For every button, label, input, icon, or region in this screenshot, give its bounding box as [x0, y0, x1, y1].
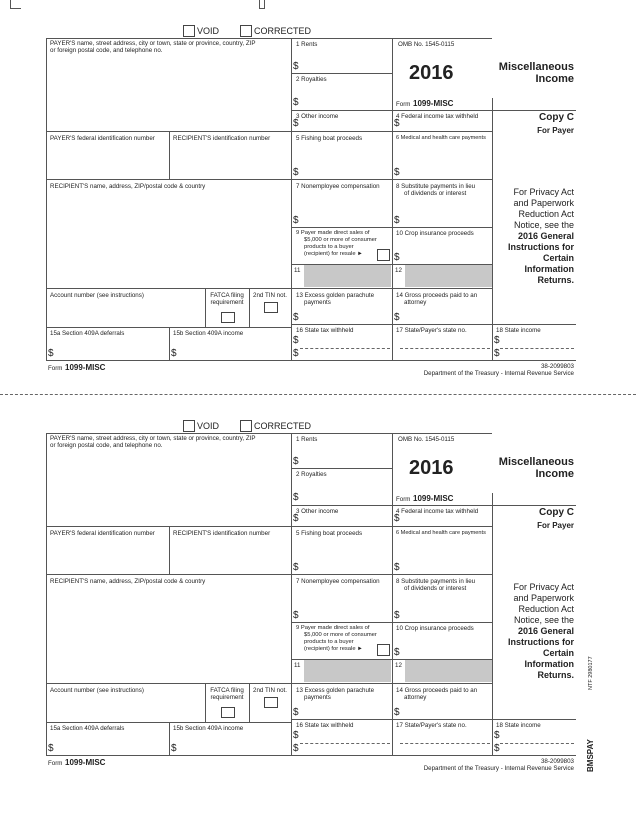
box5-label: 5 Fishing boat proceeds — [296, 135, 363, 142]
line-row1-bottom — [291, 110, 576, 111]
dollar-16a: $ — [293, 335, 299, 346]
box9-checkbox[interactable] — [377, 249, 390, 261]
line-row3-bottom — [291, 179, 492, 180]
title-2: Income — [535, 73, 574, 85]
line-row2-bottom — [291, 526, 492, 527]
privacy-5: 2016 General — [517, 231, 574, 241]
void-label: VOID — [197, 26, 220, 36]
privacy-6: Instructions for — [507, 637, 574, 647]
privacy-9: Returns. — [537, 670, 574, 680]
dollar-18b: $ — [494, 743, 500, 754]
footer-dept: Department of the Treasury - Internal Revenue Service — [423, 370, 574, 377]
corrected-label: CORRECTED — [254, 421, 312, 431]
privacy-4: Notice, see the — [513, 220, 574, 230]
payer-label-2: or foreign postal code, and telephone no. — [50, 47, 163, 54]
dash-18 — [500, 743, 574, 744]
copy-label: Copy C — [539, 507, 574, 518]
privacy-8: Information — [524, 659, 574, 669]
line-row4-bottom — [291, 227, 492, 228]
privacy-3: Reduction Act — [518, 604, 574, 614]
privacy-5: 2016 General — [517, 626, 574, 636]
frame-left — [46, 433, 47, 755]
box9-label-3: products to a buyer — [304, 639, 354, 645]
box13-label-2: payments — [304, 299, 331, 306]
tin-label: 2nd TIN not. — [253, 687, 287, 694]
dollar-15a: $ — [48, 348, 54, 359]
tax-year: 2016 — [409, 62, 454, 84]
box14-label-2: attorney — [404, 694, 427, 701]
box9-label-2: $5,000 or more of consumer — [304, 632, 377, 638]
fatca-checkbox[interactable] — [221, 312, 235, 323]
dollar-2: $ — [293, 492, 299, 503]
box5-label: 5 Fishing boat proceeds — [296, 530, 363, 537]
dollar-7: $ — [293, 215, 299, 226]
side-bmspay-code: BMSPAY — [586, 739, 595, 772]
account-label: Account number (see instructions) — [50, 687, 144, 694]
dash-16 — [300, 743, 390, 744]
line-recipient-bottom — [46, 288, 291, 289]
box6-label: 6 Medical and health care payments — [396, 135, 486, 141]
corrected-label: CORRECTED — [254, 26, 312, 36]
form-name-small: Form — [396, 496, 411, 503]
dollar-13: $ — [293, 707, 299, 718]
box9-label-1: 9 Payer made direct sales of — [296, 230, 370, 236]
recipient-name-label: RECIPIENT'S name, address, ZIP/postal code & country — [50, 578, 206, 585]
line-row1-bottom — [291, 505, 576, 506]
dollar-3: $ — [293, 118, 299, 129]
dollar-10: $ — [394, 647, 400, 658]
box18-label: 18 State income — [496, 327, 541, 334]
dollar-3: $ — [293, 513, 299, 524]
box17-label: 17 State/Payer's state no. — [396, 722, 467, 729]
line-row6-bottom — [291, 288, 492, 289]
box11-label: 11 — [294, 267, 301, 274]
corrected-checkbox[interactable] — [240, 25, 252, 37]
shade-box11 — [304, 660, 391, 682]
privacy-7: Certain — [542, 648, 574, 658]
tin-checkbox[interactable] — [264, 697, 278, 708]
dollar-7: $ — [293, 610, 299, 621]
side-ntf-code: NTF 2980177 — [588, 656, 594, 690]
frame-bottom — [46, 360, 576, 361]
line-15-split — [169, 327, 170, 360]
box8-label-2: of dividends or interest — [404, 190, 467, 197]
shade-box11 — [304, 265, 391, 287]
box16-label: 16 State tax withheld — [296, 722, 354, 729]
dollar-18b: $ — [494, 348, 500, 359]
privacy-8: Information — [524, 264, 574, 274]
dash-16 — [300, 348, 390, 349]
box8-label-1: 8 Substitute payments in lieu — [396, 183, 476, 190]
fatca-checkbox[interactable] — [221, 707, 235, 718]
col-divider-3 — [492, 493, 493, 755]
copy-for: For Payer — [537, 126, 574, 135]
copy-label: Copy C — [539, 112, 574, 123]
title-1: Miscellaneous — [498, 61, 574, 73]
account-label: Account number (see instructions) — [50, 292, 144, 299]
form-name-small: Form — [396, 101, 411, 108]
dash-17 — [400, 743, 490, 744]
dollar-18a: $ — [494, 730, 500, 741]
col-divider-2 — [392, 38, 393, 360]
frame-top — [46, 433, 492, 434]
shade-box12 — [405, 265, 492, 287]
recipient-id-label: RECIPIENT'S identification number — [173, 530, 271, 537]
line-fid-split — [169, 526, 170, 574]
fatca-label-1: FATCA filing — [210, 292, 244, 299]
frame-bottom — [46, 755, 576, 756]
payer-label-1: PAYER'S name, street address, city or town, state or province, country, ZIP — [50, 435, 256, 442]
footer-form-small: Form — [48, 365, 63, 372]
title-1: Miscellaneous — [498, 456, 574, 468]
box11-label: 11 — [294, 662, 301, 669]
dollar-15b: $ — [171, 348, 177, 359]
form-name: 1099-MISC — [413, 99, 454, 108]
box12-label: 12 — [395, 267, 402, 274]
dollar-16b: $ — [293, 743, 299, 754]
footer-form-small: Form — [48, 760, 63, 767]
form-copy-bottom — [0, 415, 636, 813]
box9-label-3: products to a buyer — [304, 244, 354, 250]
box17-label: 17 State/Payer's state no. — [396, 327, 467, 334]
payer-fid-label: PAYER'S federal identification number — [50, 135, 155, 142]
box3-label: 3 Other income — [296, 113, 339, 120]
frame-left — [46, 38, 47, 360]
dollar-6: $ — [394, 562, 400, 573]
box15b-label: 15b Section 409A income — [173, 330, 244, 337]
box13-label-1: 13 Excess golden parachute — [296, 292, 375, 299]
box2-label: 2 Royalties — [296, 471, 327, 478]
form-copy-top — [0, 20, 636, 418]
box14-label-1: 14 Gross proceeds paid to an — [396, 292, 478, 299]
box9-label-2: $5,000 or more of consumer — [304, 237, 377, 243]
box13-label-1: 13 Excess golden parachute — [296, 687, 375, 694]
void-checkbox[interactable] — [183, 25, 195, 37]
dollar-2: $ — [293, 97, 299, 108]
corner-mark-right — [259, 0, 265, 9]
void-label: VOID — [197, 421, 220, 431]
privacy-6: Instructions for — [507, 242, 574, 252]
box7-label: 7 Nonemployee compensation — [296, 183, 380, 190]
privacy-9: Returns. — [537, 275, 574, 285]
omb-label: OMB No. 1545-0115 — [398, 436, 455, 443]
box4-label: 4 Federal income tax withheld — [396, 508, 479, 515]
box15a-label: 15a Section 409A deferrals — [50, 330, 125, 337]
col-divider-2 — [392, 433, 393, 755]
box16-label: 16 State tax withheld — [296, 327, 354, 334]
footer-dept: Department of the Treasury - Internal Revenue Service — [423, 765, 574, 772]
line-row2-bottom — [291, 131, 492, 132]
col-divider-1 — [291, 433, 292, 755]
corrected-checkbox[interactable] — [240, 420, 252, 432]
privacy-1: For Privacy Act — [513, 582, 574, 592]
box8-label-1: 8 Substitute payments in lieu — [396, 578, 476, 585]
box13-label-2: payments — [304, 694, 331, 701]
box15b-label: 15b Section 409A income — [173, 725, 244, 732]
payer-fid-label: PAYER'S federal identification number — [50, 530, 155, 537]
frame-top — [46, 38, 492, 39]
footer-form-name: 1099-MISC — [65, 758, 106, 767]
box9-checkbox[interactable] — [377, 644, 390, 656]
box9-label-1: 9 Payer made direct sales of — [296, 625, 370, 631]
dollar-15b: $ — [171, 743, 177, 754]
fatca-label-2: requirement — [210, 299, 244, 306]
box7-label: 7 Nonemployee compensation — [296, 578, 380, 585]
line-fid-split — [169, 131, 170, 179]
title-2: Income — [535, 468, 574, 480]
dash-17 — [400, 348, 490, 349]
dollar-1: $ — [293, 61, 299, 72]
box10-label: 10 Crop insurance proceeds — [396, 625, 474, 632]
dollar-14: $ — [394, 312, 400, 323]
copy-for: For Payer — [537, 521, 574, 530]
omb-label: OMB No. 1545-0115 — [398, 41, 455, 48]
dollar-13: $ — [293, 312, 299, 323]
line-recipient-bottom — [46, 683, 291, 684]
recipient-name-label: RECIPIENT'S name, address, ZIP/postal code & country — [50, 183, 206, 190]
dollar-1: $ — [293, 456, 299, 467]
box9-label-4: (recipient) for resale ► — [304, 251, 363, 257]
footer-code: 38-2099803 — [540, 758, 574, 765]
line-row4-bottom — [291, 622, 492, 623]
footer-code: 38-2099803 — [540, 363, 574, 370]
box2-label: 2 Royalties — [296, 76, 327, 83]
recipient-id-label: RECIPIENT'S identification number — [173, 135, 271, 142]
dollar-4: $ — [394, 118, 400, 129]
void-checkbox[interactable] — [183, 420, 195, 432]
box14-label-2: attorney — [404, 299, 427, 306]
box15a-label: 15a Section 409A deferrals — [50, 725, 125, 732]
fatca-label-1: FATCA filing — [210, 687, 244, 694]
box4-label: 4 Federal income tax withheld — [396, 113, 479, 120]
box1-label: 1 Rents — [296, 41, 318, 48]
dollar-5: $ — [293, 167, 299, 178]
line-row6-bottom — [291, 683, 492, 684]
line-fid-bottom — [46, 179, 291, 180]
corner-mark-left — [10, 0, 21, 9]
privacy-2: and Paperwork — [513, 593, 574, 603]
box9-label-4: (recipient) for resale ► — [304, 646, 363, 652]
box10-label: 10 Crop insurance proceeds — [396, 230, 474, 237]
col-divider-1 — [291, 38, 292, 360]
line-row3-bottom — [291, 574, 492, 575]
dollar-5: $ — [293, 562, 299, 573]
tax-year: 2016 — [409, 457, 454, 479]
payer-label-2: or foreign postal code, and telephone no. — [50, 442, 163, 449]
line-box1-bottom — [291, 73, 392, 74]
shade-box12 — [405, 660, 492, 682]
dollar-16b: $ — [293, 348, 299, 359]
dollar-8: $ — [394, 610, 400, 621]
tin-label: 2nd TIN not. — [253, 292, 287, 299]
box1-label: 1 Rents — [296, 436, 318, 443]
perforation-line — [0, 394, 636, 395]
privacy-1: For Privacy Act — [513, 187, 574, 197]
tin-checkbox[interactable] — [264, 302, 278, 313]
box14-label-1: 14 Gross proceeds paid to an — [396, 687, 478, 694]
line-box1-bottom — [291, 468, 392, 469]
dash-18 — [500, 348, 574, 349]
privacy-7: Certain — [542, 253, 574, 263]
form-name: 1099-MISC — [413, 494, 454, 503]
dollar-8: $ — [394, 215, 400, 226]
privacy-4: Notice, see the — [513, 615, 574, 625]
dollar-10: $ — [394, 252, 400, 263]
privacy-3: Reduction Act — [518, 209, 574, 219]
privacy-2: and Paperwork — [513, 198, 574, 208]
dollar-18a: $ — [494, 335, 500, 346]
dollar-4: $ — [394, 513, 400, 524]
fatca-label-2: requirement — [210, 694, 244, 701]
dollar-14: $ — [394, 707, 400, 718]
line-row7-bottom — [291, 324, 576, 325]
line-fid-bottom — [46, 574, 291, 575]
box8-label-2: of dividends or interest — [404, 585, 467, 592]
line-15-split — [169, 722, 170, 755]
footer-form-name: 1099-MISC — [65, 363, 106, 372]
box6-label: 6 Medical and health care payments — [396, 530, 486, 536]
col-divider-3 — [492, 98, 493, 360]
box12-label: 12 — [395, 662, 402, 669]
box18-label: 18 State income — [496, 722, 541, 729]
line-row7-bottom — [291, 719, 576, 720]
dollar-6: $ — [394, 167, 400, 178]
box3-label: 3 Other income — [296, 508, 339, 515]
payer-label-1: PAYER'S name, street address, city or town, state or province, country, ZIP — [50, 40, 256, 47]
dollar-15a: $ — [48, 743, 54, 754]
dollar-16a: $ — [293, 730, 299, 741]
